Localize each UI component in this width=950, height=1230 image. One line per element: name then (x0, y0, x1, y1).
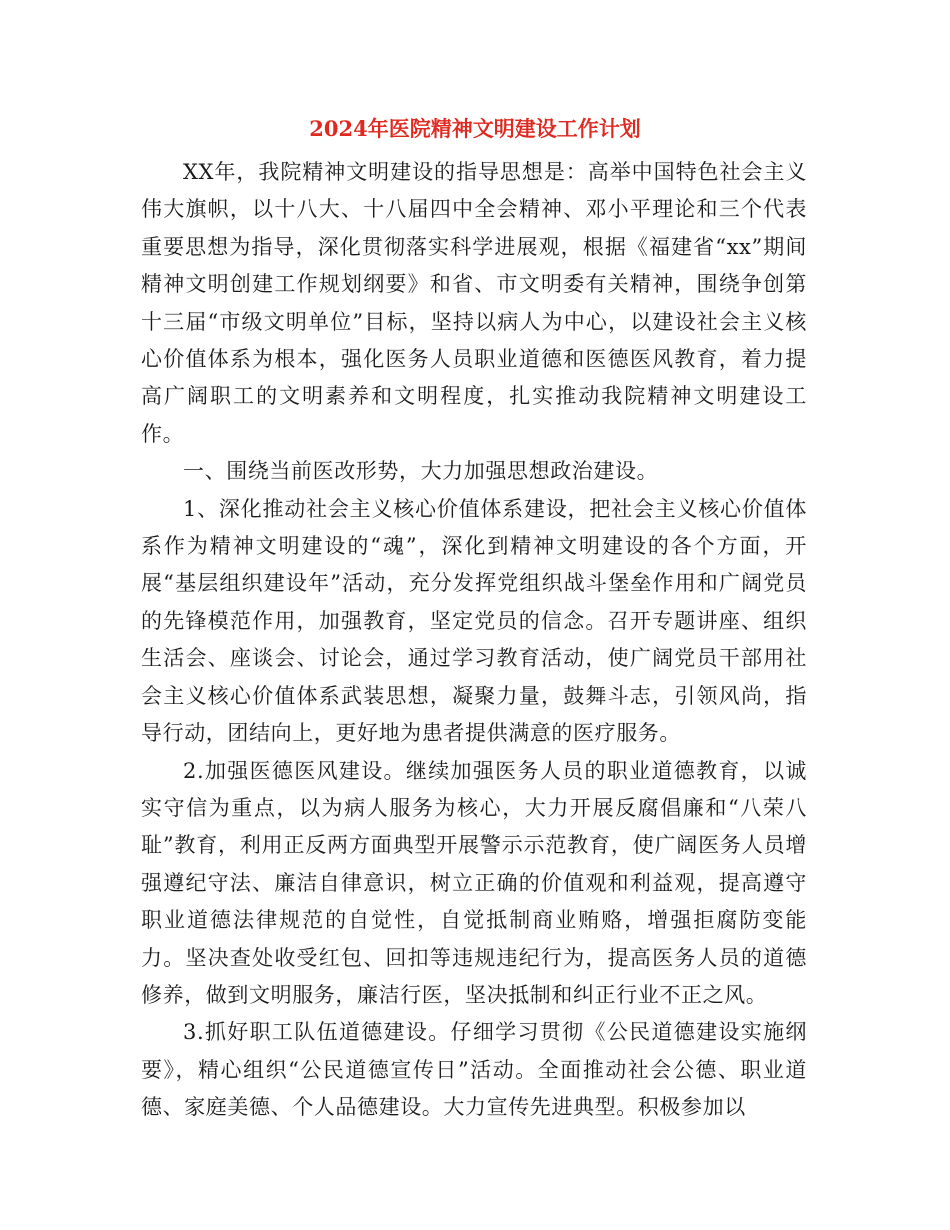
paragraph-item-1: 1、深化推动社会主义核心价值体系建设，把社会主义核心价值体系作为精神文明建设的“魂”，深化到精神文明建设的各个方面，开展“基层组织建设年”活动，充分发挥党组织战斗堡垒作用和广阔党员的先锋模范作用，加强教育，坚定党员的信念。召开专题讲座、组织生活会、座谈会、讨论会，通过学习教育活动，使广阔党员干部用社会主义核心价值体系武装思想，凝聚力量，鼓舞斗志，引领风尚，指导行动，团结向上，更好地为患者提供满意的医疗服务。 (141, 496, 807, 746)
document-title: 2024年医院精神文明建设工作计划 (309, 116, 641, 141)
paragraph-item-2: 2.加强医德医风建设。继续加强医务人员的职业道德教育，以诚实守信为重点，以为病人服务为核心，大力开展反腐倡廉和“八荣八耻”教育，利用正反两方面典型开展警示示范教育，使广阔医务人员增强遵纪守法、廉洁自律意识，树立正确的价值观和利益观，提高遵守职业道德法律规范的自觉性，自觉抵制商业贿赂，增强拒腐防变能力。坚决查处收受红包、回扣等违规违纪行为，提高医务人员的道德修养，做到文明服务，廉洁行医，坚决抵制和纠正行业不正之风。 (141, 758, 807, 1007)
paragraph-guiding-thought: XX年，我院精神文明建设的指导思想是：高举中国特色社会主义伟大旗帜，以十八大、十八届四中全会精神、邓小平理论和三个代表重要思想为指导，深化贯彻落实科学进展观，根据《福建省“xx”期间精神文明创建工作规划纲要》和省、市文明委有关精神，围绕争创第十三届“市级文明单位”目标，坚持以病人为中心，以建设社会主义核心价值体系为根本，强化医务人员职业道德和医德医风教育，着力提高广阔职工的文明素养和文明程度，扎实推动我院精神文明建设工作。 (141, 160, 807, 446)
paragraph-item-3: 3.抓好职工队伍道德建设。仔细学习贯彻《公民道德建设实施纲要》，精心组织“公民道德宣传日”活动。全面推动社会公德、职业道德、家庭美德、个人品德建设。大力宣传先进典型。积极参加以 (141, 1020, 807, 1120)
document-body (141, 154, 807, 1127)
section-heading-1: 一、围绕当前医改形势，大力加强思想政治建设。 (183, 459, 659, 484)
